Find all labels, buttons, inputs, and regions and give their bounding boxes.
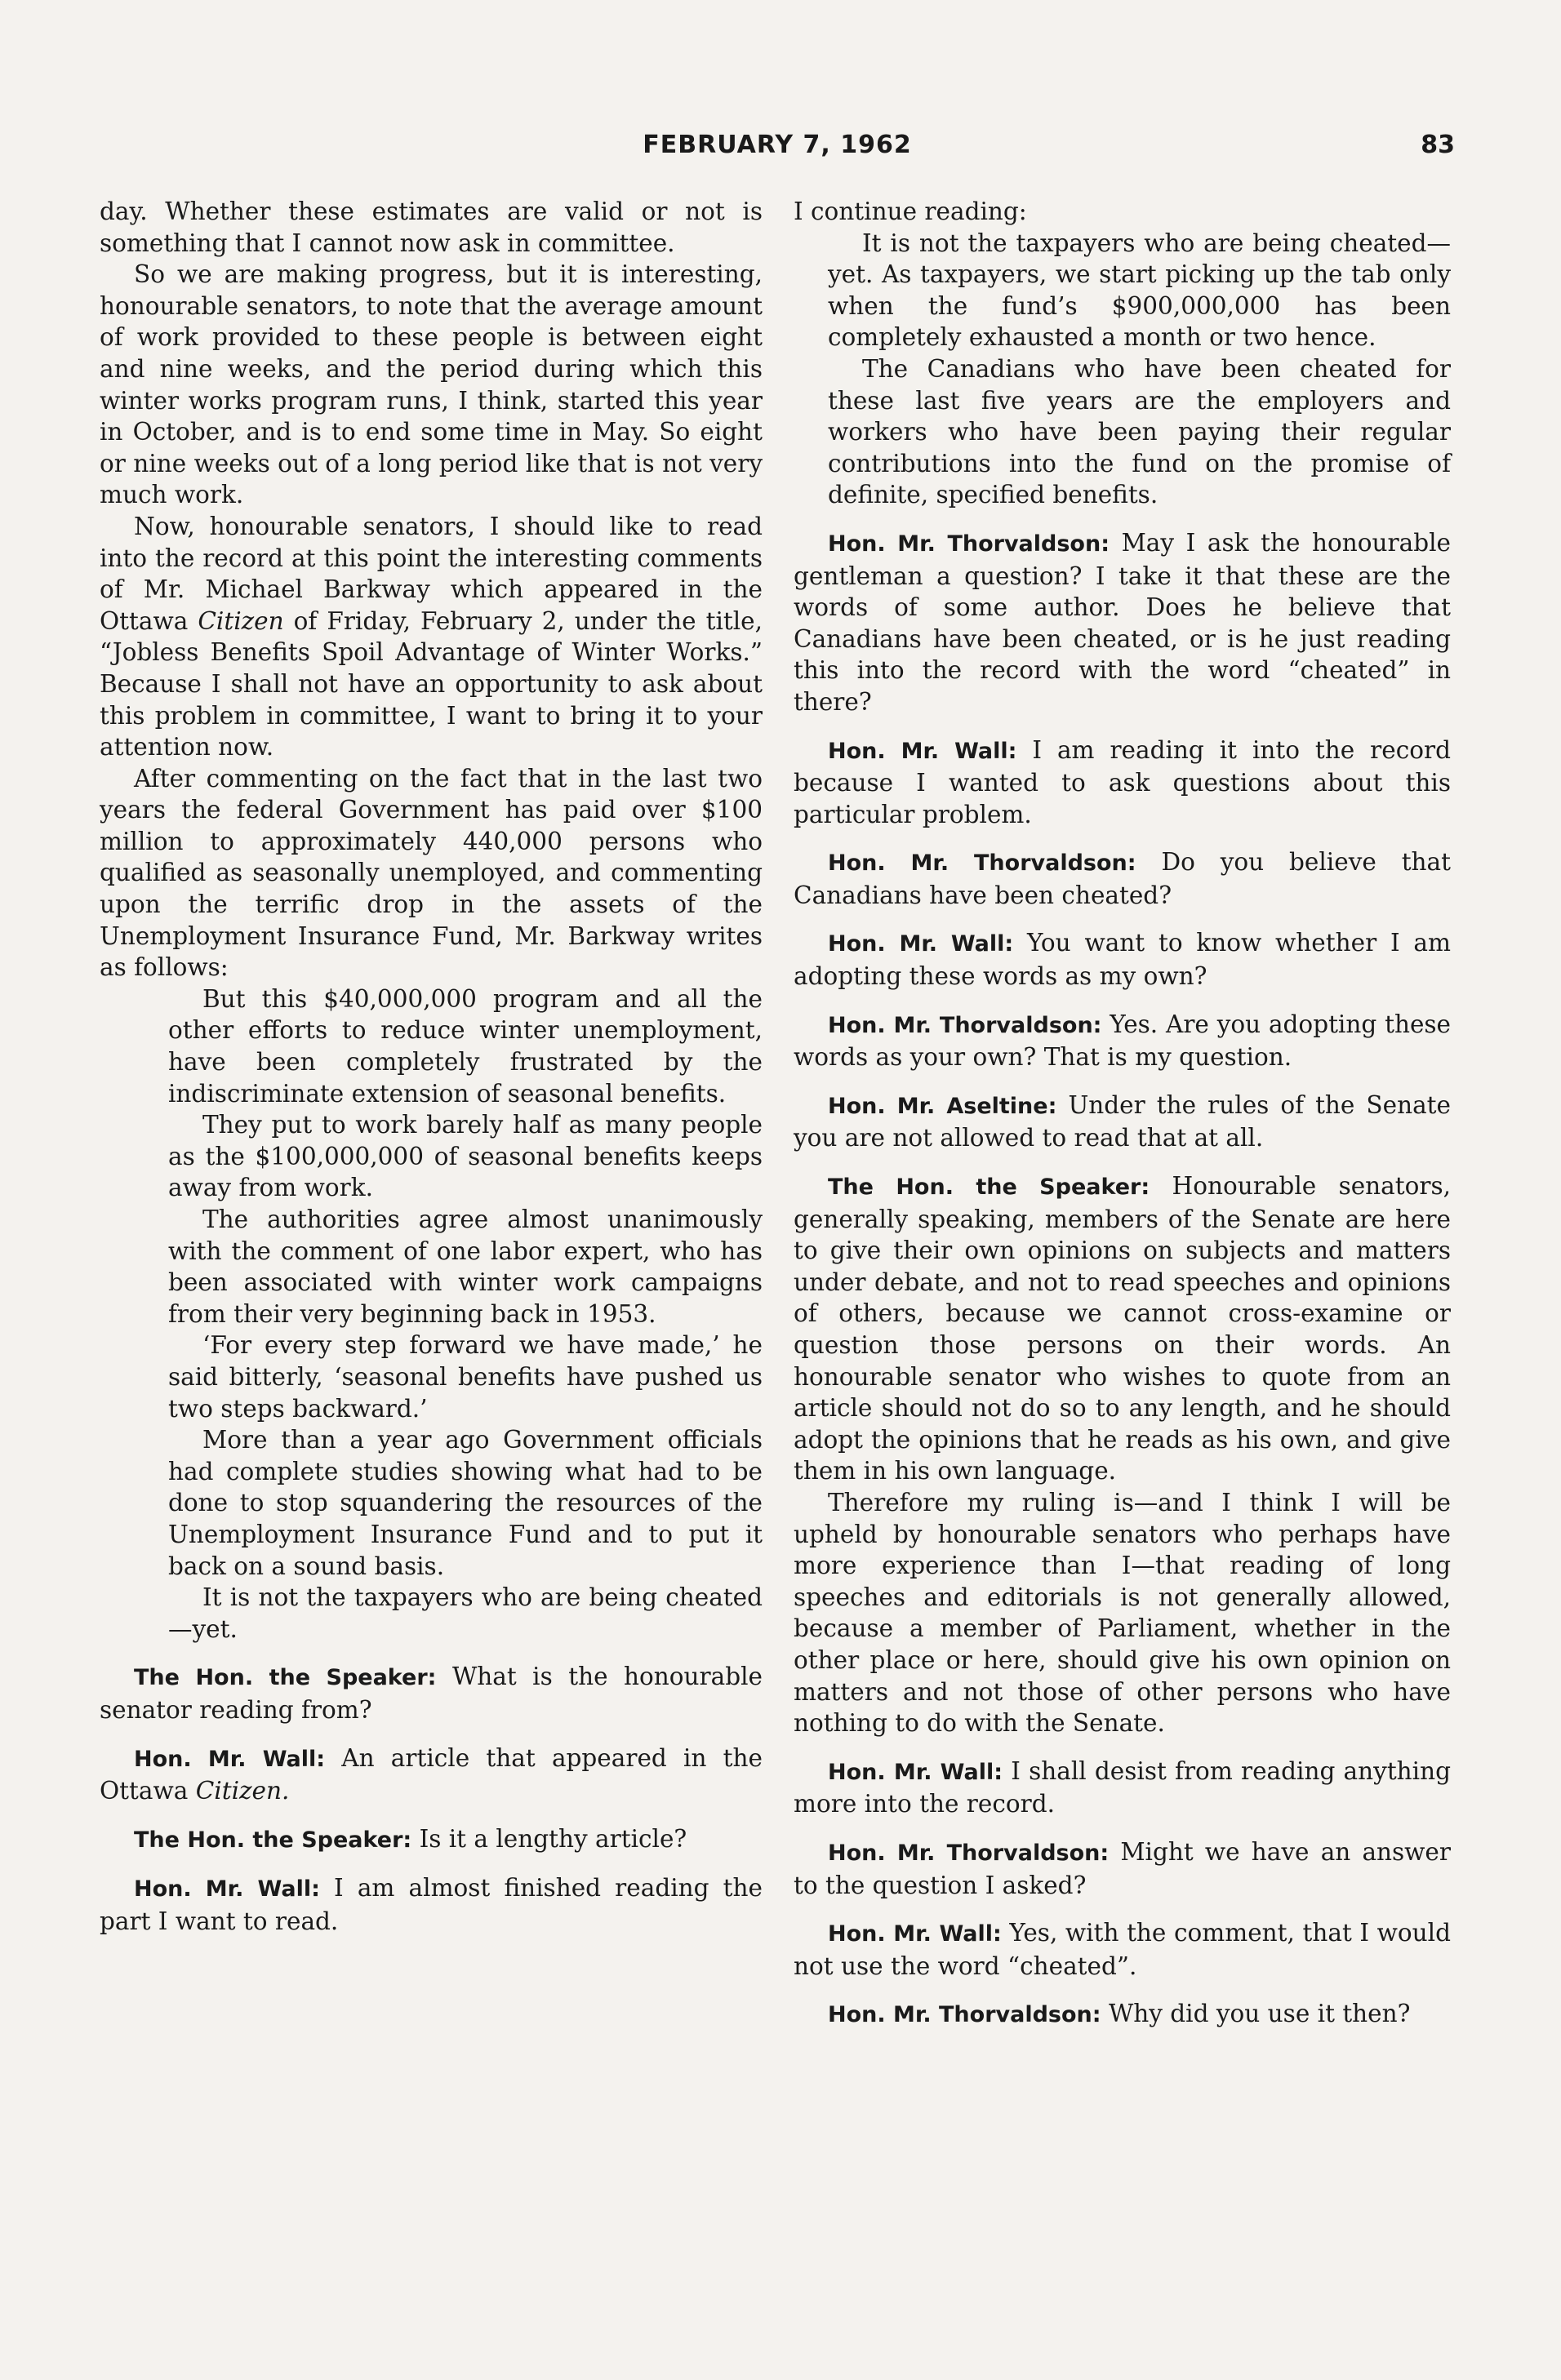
speech-text: You want to know whether I am adopting these words as my own? [794, 929, 1451, 991]
quotation-paragraph: The Canadians who have been cheated for these last five years are the employers and workers who have been paying their regular contributions into the fund on the promise of definite, specified benefits. [828, 354, 1451, 509]
page-header [100, 131, 1455, 171]
speech-text: May I ask the honourable gentleman a question? I take it that these are the words of some author. Does he believe that Canadians have been cheated, or is he just reading this into the record with the word “cheated” in there? [794, 528, 1451, 716]
speech-entry [100, 1823, 763, 1857]
speech-entry [794, 1917, 1451, 1982]
newspaper-name: Citizen. [195, 1777, 290, 1805]
speech-text: I am almost finished reading the part I want to read. [100, 1874, 763, 1935]
speaker-name: The Hon. the Speaker: [134, 1827, 412, 1853]
speaker-name: Hon. Mr. Wall: [828, 1921, 1002, 1947]
speech-text: Under the rules of the Senate you are not allowed to read that at all. [794, 1090, 1451, 1152]
paragraph: I continue reading: [794, 198, 1027, 225]
speech-text: I shall desist from reading anything more into the record. [794, 1756, 1451, 1818]
speaker-name: The Hon. the Speaker: [134, 1665, 437, 1691]
quotation-paragraph: It is not the taxpayers who are being cheated—yet. As taxpayers, we start picking up the tab only when the fund’s $900,000,000 has been completely exhausted a month or two hence. [828, 229, 1451, 352]
speech-entry [794, 927, 1451, 992]
speech-entry [794, 1009, 1451, 1073]
speech-entry [794, 1170, 1451, 1487]
paragraph: Therefore my ruling is—and I think I will be upheld by honourable senators who perhaps have more experience than I—that reading of long speeches and editorials is not generally allowed, because a member of Parliament, whether in the other place or here, should give his own opinion on matters and not those of other persons who have nothing to do with the Senate. [794, 1488, 1451, 1738]
speaker-name: Hon. Mr. Aseltine: [828, 1093, 1057, 1119]
speaker-name: Hon. Mr. Thorvaldson: [828, 531, 1110, 557]
speech-text: I am reading it into the record because I wanted to ask questions about this particular problem. [794, 735, 1451, 828]
speech-entry [100, 1872, 763, 1937]
speech-entry [794, 1090, 1451, 1154]
speaker-name: Hon. Mr. Wall: [828, 1759, 1003, 1785]
speaker-name: Hon. Mr. Wall: [828, 738, 1017, 764]
speech-entry [794, 1998, 1451, 2031]
quotation-paragraph: ‘For every step forward we have made,’ he said bitterly, ‘seasonal benefits have pushed us two steps backward.’ [168, 1331, 763, 1423]
speech-text: Why did you use it then? [1101, 2000, 1411, 2028]
speech-text: Might we have an answer to the question I asked? [794, 1837, 1451, 1899]
newspaper-name: Citizen [198, 606, 284, 635]
paragraph: So we are making progress, but it is interesting, honourable senators, to note that the average amount of work provided to these people is between eight and nine weeks, and the period during which this winter works program runs, I think, started this year in October, and is to end some time in May. So eight or nine weeks out of a long period like that is not very much work. [100, 260, 763, 509]
paragraph [100, 511, 763, 763]
quotation-paragraph: It is not the taxpayers who are being cheated—yet. [168, 1583, 763, 1643]
speech-text: Honourable senators, generally speaking, members of the Senate are here to give their own opinions on subjects and matters under debate, and not to read speeches and opinions of others, because we cannot cross-examine or question those persons on their words. An honourable senator who wishes to quote from an article should not do so to any length, and he should adopt the opinions that he reads as his own, and give them in his own language. [794, 1172, 1451, 1485]
speaker-name: Hon. Mr. Thorvaldson: [828, 850, 1136, 877]
speaker-name: Hon. Mr. Wall: [134, 1876, 320, 1903]
quotation-paragraph: But this $40,000,000 program and all the other efforts to reduce winter unemployment, have been completely frustrated by the indiscriminate extension of seasonal benefits. [168, 984, 763, 1108]
speech-text: Is it a lengthy article? [411, 1824, 687, 1853]
speech-text: Yes. Are you adopting these words as your own? That is my question. [794, 1010, 1451, 1072]
paragraph-text: of Friday, February 2, under the title, “Jobless Benefits Spoil Advantage of Winter Works.” Because I shall not have an opportunity to ask about this problem in committee, I want to bring it to your attention now. [100, 606, 763, 762]
quotation-paragraph: More than a year ago Government officials had complete studies showing what had to be done to stop squandering the resources of the Unemployment Insurance Fund and to put it back on a sound basis. [168, 1426, 763, 1580]
quotation-paragraph: They put to work barely half as many people as the $100,000,000 of seasonal benefits keeps away from work. [168, 1111, 763, 1202]
speaker-name: Hon. Mr. Wall: [134, 1746, 326, 1772]
speech-entry [794, 527, 1451, 718]
paragraph: day. Whether these estimates are valid or not is something that I cannot now ask in committee. [100, 198, 763, 257]
speaker-name: Hon. Mr. Thorvaldson: [828, 2002, 1101, 2028]
speech-text: Yes, with the comment, that I would not use the word “cheated”. [794, 1919, 1451, 1980]
paragraph: After commenting on the fact that in the last two years the federal Government has paid over $100 million to approximately 440,000 persons who qualified as seasonally unemployed, and commenting upon the terrific drop in the assets of the Unemployment Insurance Fund, Mr. Barkway writes as follows: [100, 764, 763, 982]
left-column [100, 196, 763, 1937]
speech-entry [794, 735, 1451, 831]
speech-entry [794, 1756, 1451, 1820]
speech-text: What is the honourable senator reading from? [100, 1663, 763, 1724]
right-column [794, 196, 1451, 2031]
paragraph-text: Now, honourable senators, I should like to read into the record at this point the interesting comments of Mr. Michael Barkway which appeared in the Ottawa [100, 512, 763, 635]
speech-entry [794, 1836, 1451, 1901]
speech-text: Do you believe that Canadians have been cheated? [794, 848, 1451, 909]
speech-text: An article that appeared in the Ottawa [100, 1743, 763, 1805]
speaker-name: Hon. Mr. Thorvaldson: [828, 1840, 1110, 1866]
header-date: FEBRUARY 7, 1962 [643, 131, 912, 159]
speaker-name: Hon. Mr. Thorvaldson: [828, 1012, 1102, 1038]
quotation-paragraph: The authorities agree almost unanimously with the comment of one labor expert, who has been associated with winter work campaigns from their very beginning back in 1953. [168, 1206, 763, 1328]
speaker-name: The Hon. the Speaker: [828, 1174, 1150, 1201]
page-number: 83 [1421, 131, 1455, 159]
speech-entry [100, 1661, 763, 1725]
speaker-name: Hon. Mr. Wall: [828, 931, 1014, 957]
speech-entry [794, 846, 1451, 911]
speech-entry [100, 1743, 763, 1807]
